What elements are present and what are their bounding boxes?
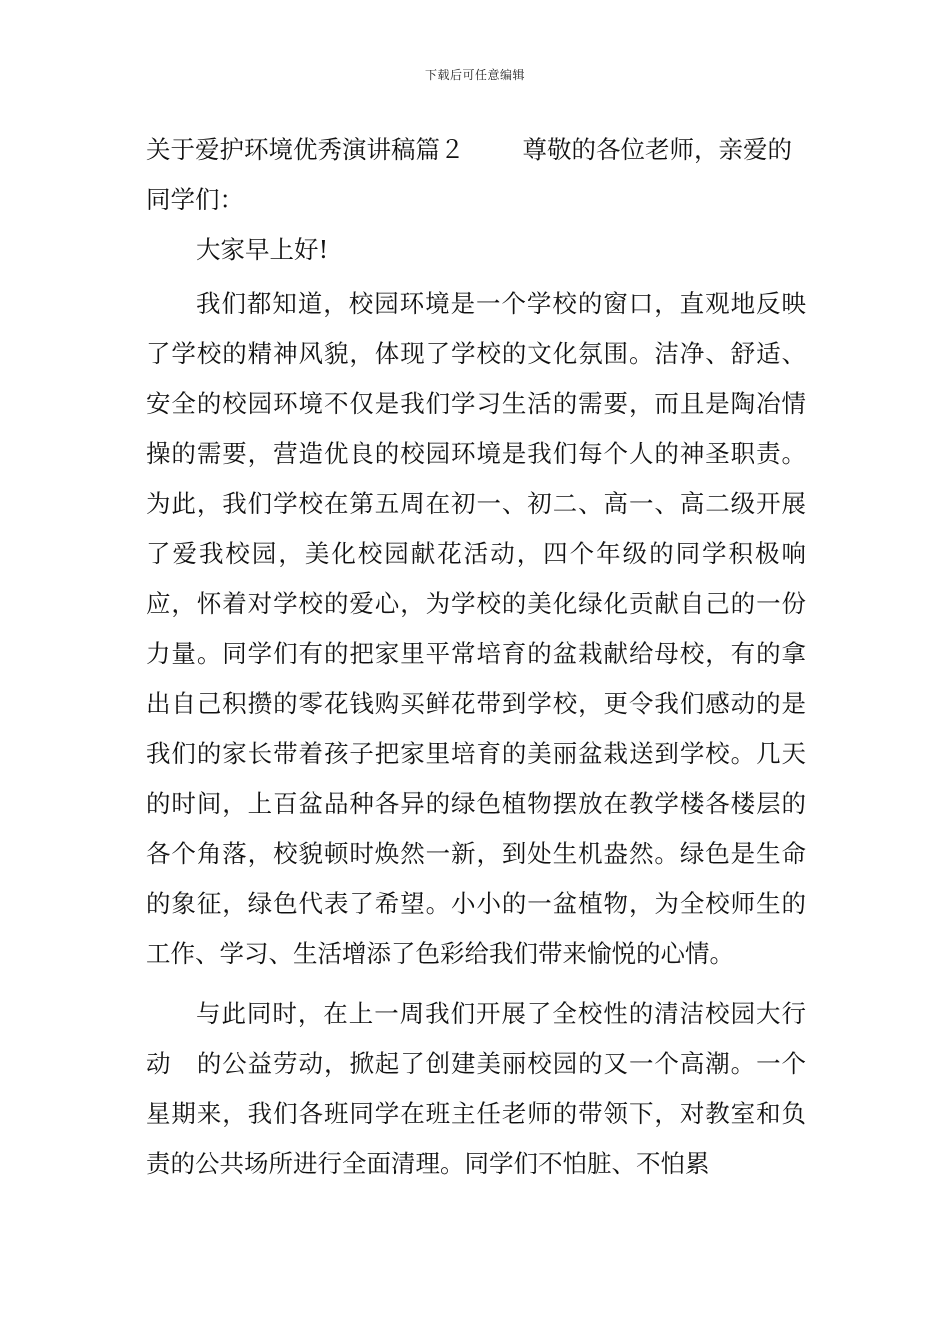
header-note: 下载后可任意编辑 — [424, 68, 525, 82]
greeting: 大家早上好! — [196, 235, 329, 264]
title-line — [146, 125, 806, 225]
paragraph-2: 与此同时，在上一周我们开展了全校性的清洁校园大行动 的公益劳动，掀起了创建美丽校园的又一个高潮。一个星期来，我们各班同学在班主任老师的带领下，对教室和负责的公共场所进行全面清理。同学们不怕脏、不怕累 — [146, 999, 806, 1178]
paragraph-1: 我们都知道，校园环境是一个学校的窗口，直观地反映了学校的精神风貌，体现了学校的文化氛围。洁净、舒适、安全的校园环境不仅是我们学习生活的需要，而且是陶冶情操的需要，营造优良的校园环境是我们每个人的神圣职责。为此，我们学校在第五周在初一、初二、高一、高二级开展了爱我校园，美化校园献花活动，四个年级的同学积极响应，怀着对学校的爱心，为学校的美化绿化贡献自己的一份力量。同学们有的把家里平常培育的盆栽献给母校，有的拿出自己积攒的零花钱购买鲜花带到学校，更令我们感动的是我们的家长带着孩子把家里培育的美丽盆栽送到学校。几天的时间，上百盆品种各异的绿色植物摆放在教学楼各楼层的各个角落，校貌顿时焕然一新，到处生机盎然。绿色是生命的象征，绿色代表了希望。小小的一盆植物，为全校师生的工作、学习、生活增添了色彩给我们带来愉悦的心情。 — [146, 289, 806, 968]
document-title: 关于爱护环境优秀演讲稿篇２ — [146, 135, 465, 164]
salutation-part1: 尊敬的各位老师，亲爱的 — [522, 135, 792, 164]
document-body — [146, 125, 806, 1189]
salutation-part2: 同学们： — [146, 185, 244, 214]
